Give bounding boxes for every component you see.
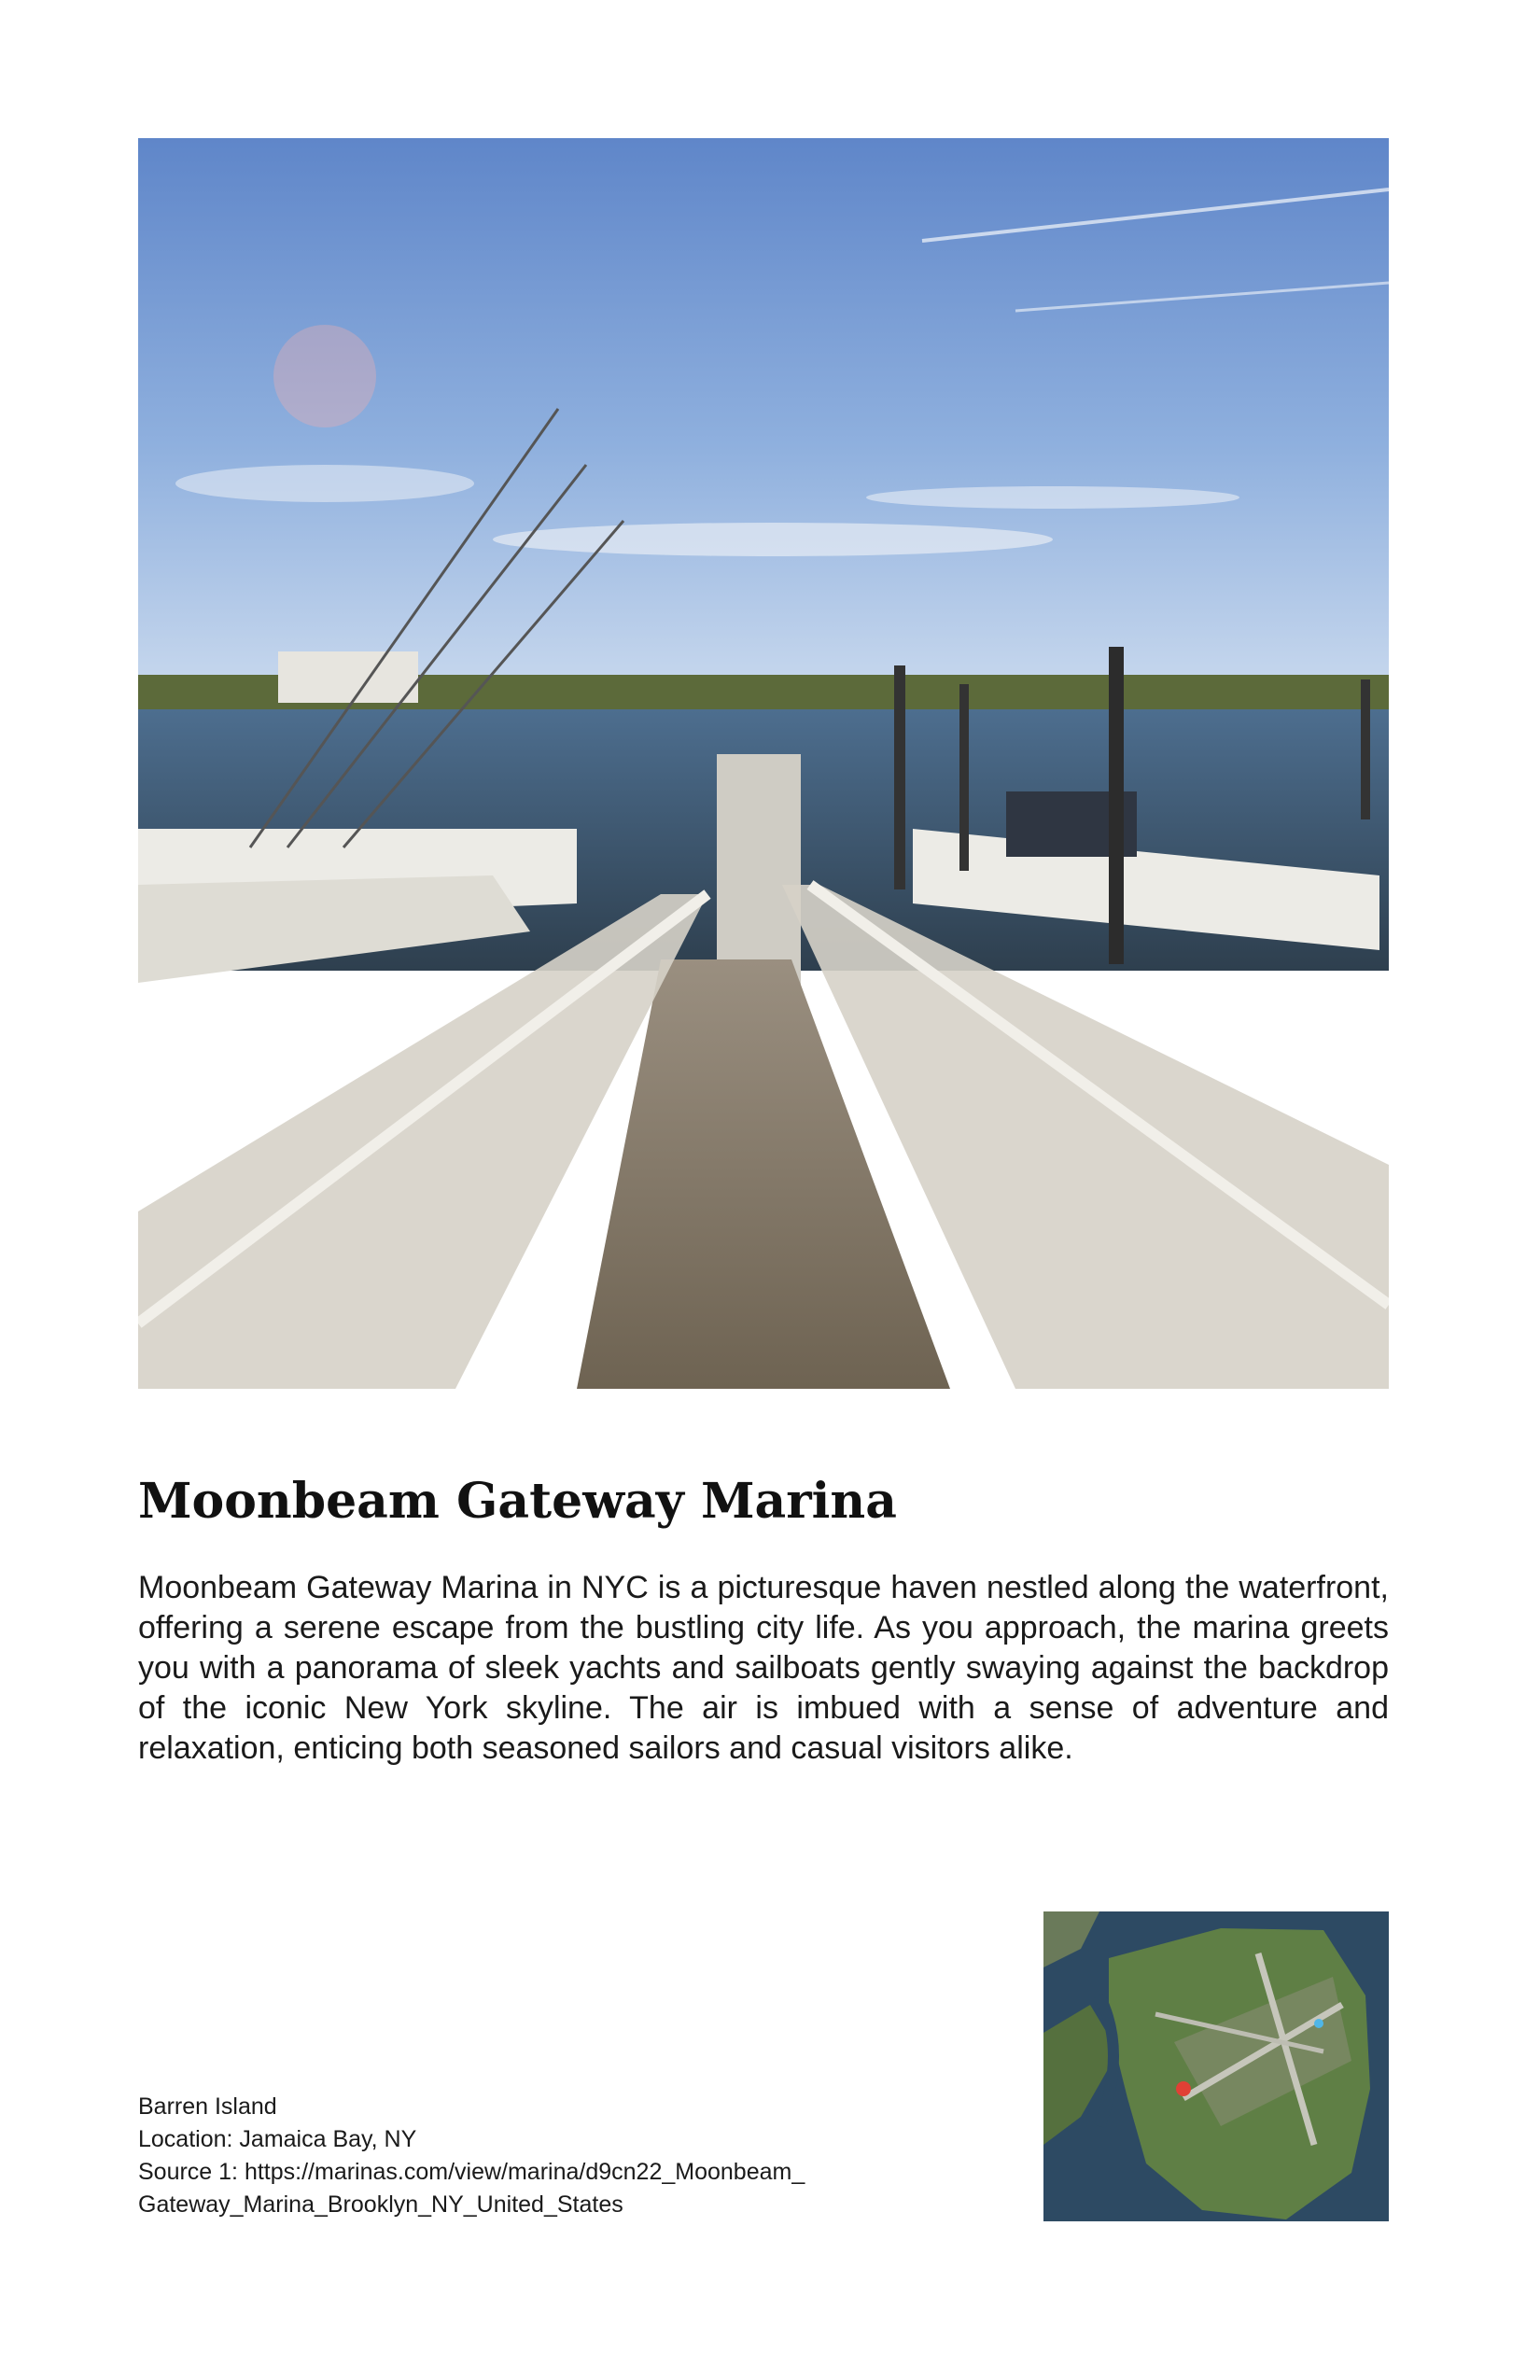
page-title: Moonbeam Gateway Marina [138,1473,897,1530]
caption-block [138,2091,941,2221]
aerial-map-thumbnail [1043,1911,1389,2221]
marina-photo [138,138,1389,1389]
caption-place: Barren Island [138,2093,277,2120]
description-paragraph: Moonbeam Gateway Marina in NYC is a picturesque haven nestled along the waterfront, offering a serene escape from the bustling city life. As you approach, the marina greets you with a panorama of sleek yachts and sailboats gently swaying against the backdrop of the iconic New York skyline. The air is imbued with a sense of adventure and relaxation, enticing both seasoned sailors and casual visitors alike. [138,1570,1389,1766]
caption-location: Location: Jamaica Bay, NY [138,2126,417,2152]
caption-source-line-2: Gateway_Marina_Brooklyn_NY_United_States [138,2191,623,2218]
caption-source-line-1: Source 1: https://marinas.com/view/marina/d9cn22_Moonbeam_ [138,2159,805,2185]
